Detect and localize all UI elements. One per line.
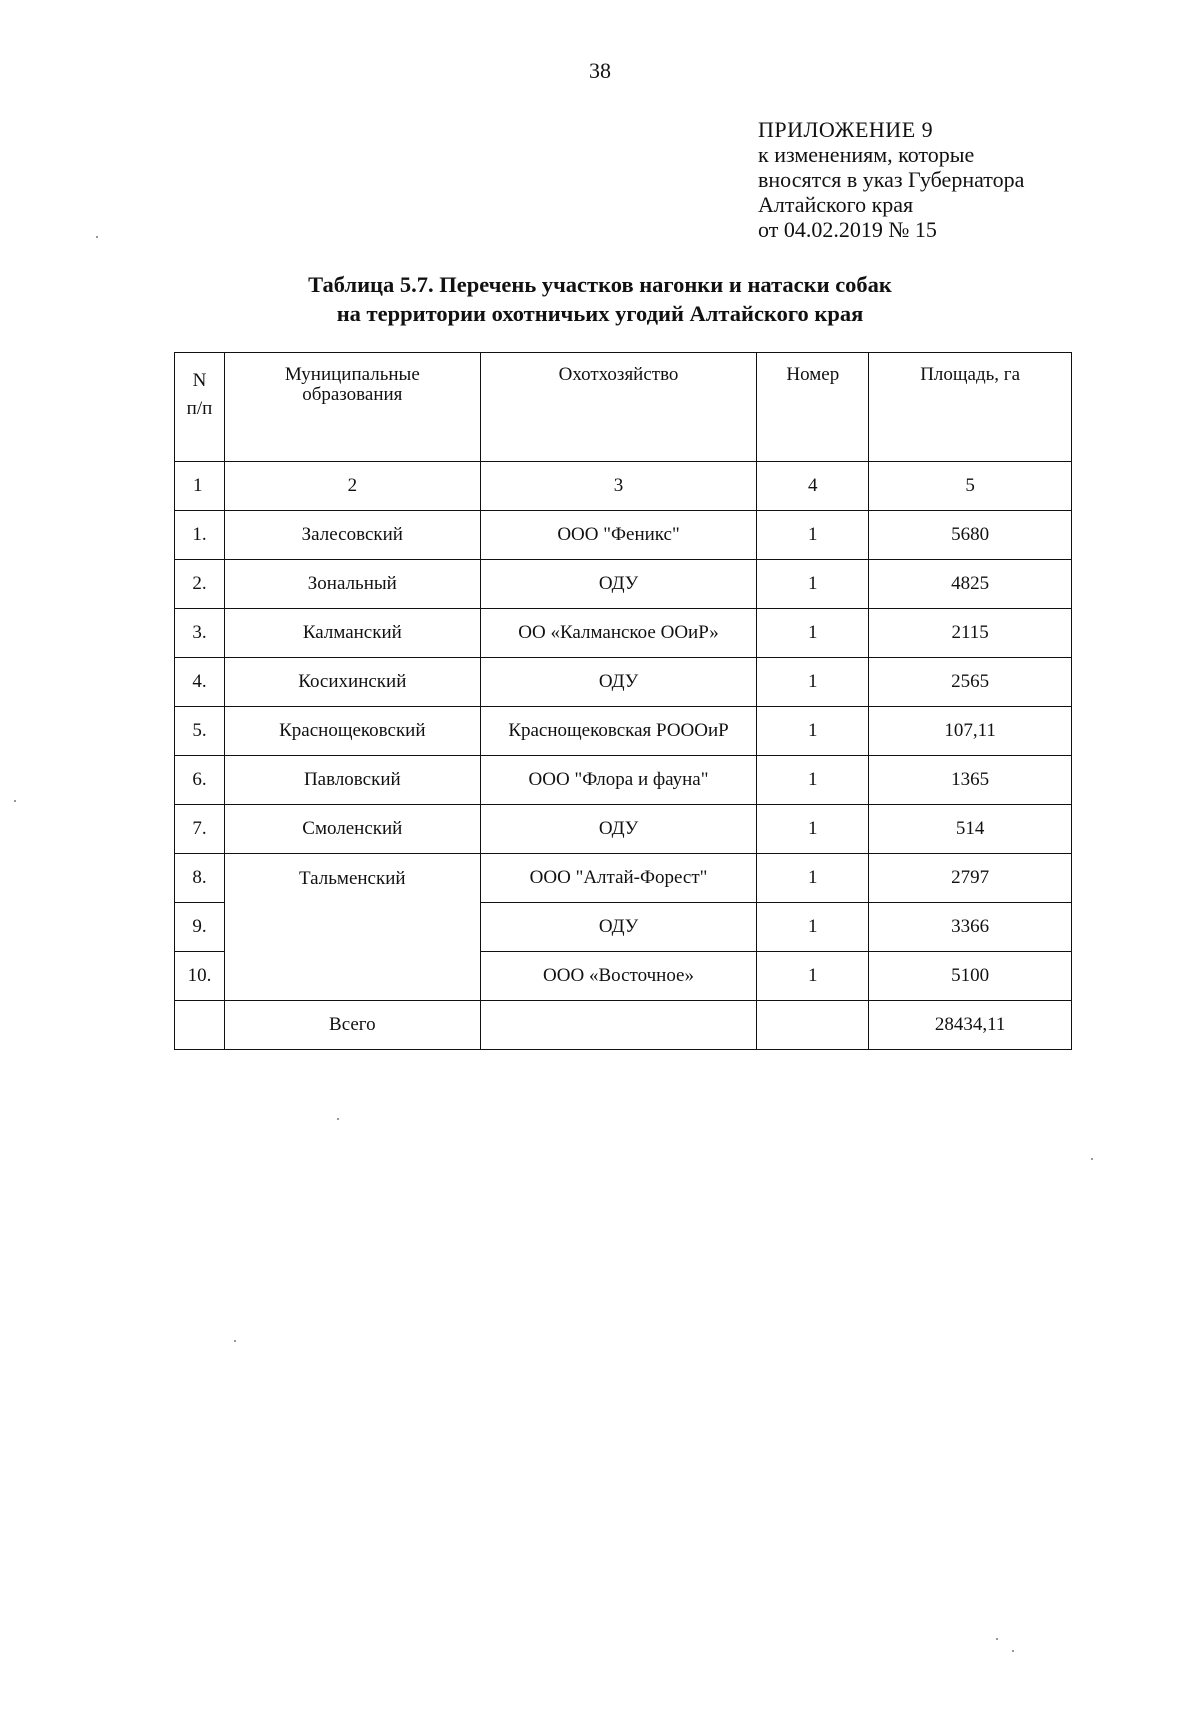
table-row [175,805,1072,854]
row-area: 1365 [869,756,1072,805]
row-number: 1 [757,707,869,756]
row-num: 10. [175,952,225,1001]
header-num-line2: п/п [186,398,213,419]
page-number: 38 [589,58,611,83]
appendix-block [758,117,1024,242]
table-row [175,560,1072,609]
header-municipality-line2: образования [302,384,403,405]
row-hunting-farm: ОДУ [480,805,757,854]
table-title [200,270,1000,328]
row-number: 1 [757,560,869,609]
total-empty [757,1001,869,1050]
table-row [175,707,1072,756]
row-num: 2. [175,560,225,609]
index-cell: 3 [480,462,757,511]
table-row [175,658,1072,707]
total-label: Всего [224,1001,480,1050]
row-hunting-farm: ООО "Алтай-Форест" [480,854,757,903]
appendix-line: от 04.02.2019 № 15 [758,217,937,242]
row-municipality: Краснощековский [224,707,480,756]
scan-speck [96,236,98,238]
row-municipality: Зональный [224,560,480,609]
index-cell: 2 [224,462,480,511]
scan-speck [1091,1158,1093,1160]
scan-speck [14,800,16,802]
row-number: 1 [757,952,869,1001]
row-hunting-farm: ОДУ [480,560,757,609]
row-area: 3366 [869,903,1072,952]
scan-speck [234,1340,236,1342]
header-num-line1: N [192,370,207,391]
row-number: 1 [757,511,869,560]
row-area: 5100 [869,952,1072,1001]
scan-speck [337,1118,339,1120]
table-row [175,854,1072,903]
row-number: 1 [757,854,869,903]
row-area: 2115 [869,609,1072,658]
hunting-areas-table [174,352,1072,1050]
appendix-line: Алтайского края [758,192,914,217]
row-hunting-farm: ООО "Феникс" [480,511,757,560]
table-header-row [175,353,1072,462]
row-area: 2797 [869,854,1072,903]
row-num: 9. [175,903,225,952]
total-area: 28434,11 [869,1001,1072,1050]
header-num [175,353,225,462]
row-hunting-farm: ОДУ [480,658,757,707]
row-num: 3. [175,609,225,658]
table-row [175,756,1072,805]
header-municipality [224,353,480,462]
row-num: 4. [175,658,225,707]
row-hunting-farm: ООО «Восточное» [480,952,757,1001]
total-empty [480,1001,757,1050]
appendix-line: вносятся в указ Губернатора [758,167,1025,192]
index-cell: 5 [869,462,1072,511]
row-hunting-farm: Краснощековская РОООиР [480,707,757,756]
index-row [175,462,1072,511]
row-hunting-farm: ОДУ [480,903,757,952]
table-row [175,609,1072,658]
table-title-line: Таблица 5.7. Перечень участков нагонки и натаски собак [308,272,892,297]
row-municipality: Калманский [224,609,480,658]
row-municipality: Тальменский [224,854,480,1001]
table-title-line: на территории охотничьих угодий Алтайского края [336,301,864,326]
header-area: Площадь, га [869,353,1072,462]
appendix-title: ПРИЛОЖЕНИЕ 9 [758,117,934,142]
row-area: 514 [869,805,1072,854]
header-number: Номер [757,353,869,462]
header-hunting-farm: Охотхозяйство [480,353,757,462]
row-num: 7. [175,805,225,854]
row-number: 1 [757,903,869,952]
row-municipality: Павловский [224,756,480,805]
row-number: 1 [757,756,869,805]
row-hunting-farm: ОО «Калманское ООиР» [480,609,757,658]
index-cell: 1 [175,462,225,511]
row-number: 1 [757,609,869,658]
row-hunting-farm: ООО "Флора и фауна" [480,756,757,805]
row-area: 107,11 [869,707,1072,756]
row-area: 5680 [869,511,1072,560]
row-num: 8. [175,854,225,903]
row-number: 1 [757,658,869,707]
total-num [175,1001,225,1050]
table-row [175,511,1072,560]
scan-speck [1012,1650,1014,1652]
row-municipality: Смоленский [224,805,480,854]
appendix-line: к изменениям, которые [758,142,975,167]
row-num: 1. [175,511,225,560]
row-area: 4825 [869,560,1072,609]
row-municipality: Залесовский [224,511,480,560]
index-cell: 4 [757,462,869,511]
row-num: 5. [175,707,225,756]
row-num: 6. [175,756,225,805]
row-municipality: Косихинский [224,658,480,707]
scan-speck [996,1638,998,1640]
header-municipality-line1: Муниципальные [284,364,420,385]
total-row [175,1001,1072,1050]
row-area: 2565 [869,658,1072,707]
row-number: 1 [757,805,869,854]
